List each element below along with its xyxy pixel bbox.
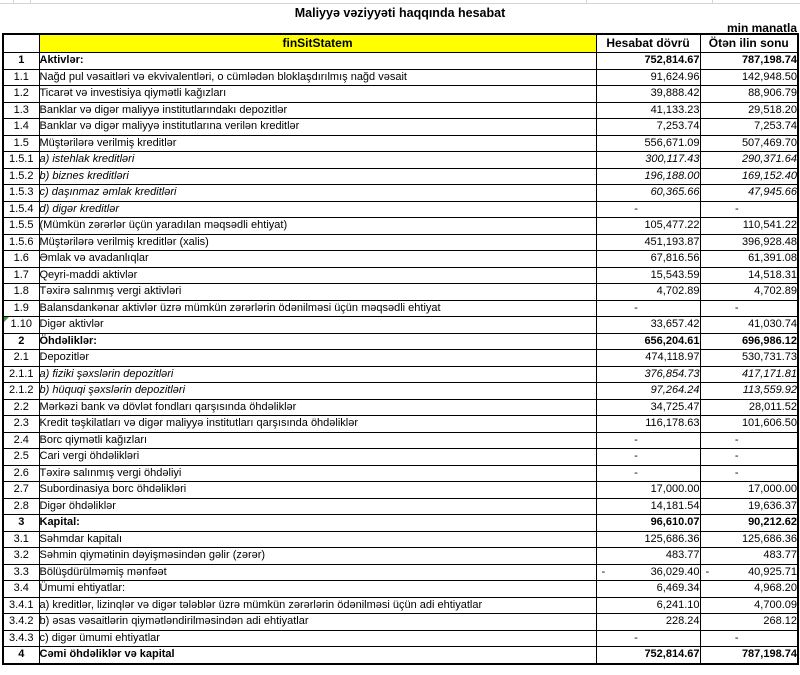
table-row — [3, 317, 798, 334]
table-row — [3, 201, 798, 218]
row-code-cell[interactable]: 1.10 — [3, 317, 39, 334]
gridline-tick — [712, 0, 713, 3]
row-code-cell[interactable]: 1.5.6 — [3, 234, 39, 251]
table-row — [3, 218, 798, 235]
table-body — [3, 53, 798, 664]
value-previous-period-cell[interactable]: - — [700, 300, 798, 317]
table-row — [3, 152, 798, 169]
report-title: Maliyyə vəziyyəti haqqında hesabat — [294, 6, 506, 20]
value-current-period-cell[interactable]: 91,624.96 — [596, 69, 700, 86]
row-label-cell[interactable]: Banklar və digər maliyyə institutlarına verilən kreditlər — [39, 119, 596, 136]
row-code-cell[interactable]: 3.4.1 — [3, 597, 39, 614]
row-label-cell[interactable]: Borc qiymətli kağızları — [39, 432, 596, 449]
row-code-cell[interactable]: 1.5 — [3, 135, 39, 152]
row-label-cell[interactable]: a) fiziki şəxslərin depozitləri — [39, 366, 596, 383]
value-previous-period-cell[interactable]: 483.77 — [700, 548, 798, 565]
value-previous-period-cell[interactable]: 14,518.31 — [700, 267, 798, 284]
table-row — [3, 53, 798, 70]
table-row — [3, 251, 798, 268]
value-previous-period-cell[interactable]: 19,636.37 — [700, 498, 798, 515]
value-current-period-cell[interactable]: 6,469.34 — [596, 581, 700, 598]
row-label-cell[interactable]: Təxirə salınmış vergi öhdəliyi — [39, 465, 596, 482]
row-code-cell[interactable]: 3 — [3, 515, 39, 532]
table-row — [3, 449, 798, 466]
table-row — [3, 564, 798, 581]
value-previous-period-cell[interactable]: - — [700, 465, 798, 482]
row-label-cell[interactable]: c) digər ümumi ehtiyatlar — [39, 630, 596, 647]
value-previous-period-cell[interactable]: 125,686.36 — [700, 531, 798, 548]
row-code-cell[interactable]: 1.7 — [3, 267, 39, 284]
row-label-cell[interactable]: Aktivlər: — [39, 53, 596, 70]
row-label-cell[interactable]: Cəmi öhdəliklər və kapital — [39, 647, 596, 664]
value-previous-period-cell[interactable]: 787,198.74 — [700, 647, 798, 664]
row-code-cell[interactable]: 1.4 — [3, 119, 39, 136]
table-row — [3, 168, 798, 185]
table-row — [3, 135, 798, 152]
row-code-cell[interactable]: 2.6 — [3, 465, 39, 482]
row-label-cell[interactable]: Digər öhdəliklər — [39, 498, 596, 515]
value-previous-period-cell[interactable]: 268.12 — [700, 614, 798, 631]
value-previous-period-cell[interactable]: 4,702.89 — [700, 284, 798, 301]
value-previous-period-cell[interactable]: - — [700, 432, 798, 449]
row-code-cell[interactable]: 1.5.2 — [3, 168, 39, 185]
value-current-period-cell[interactable]: 17,000.00 — [596, 482, 700, 499]
row-label-cell[interactable]: b) əsas vəsaitlərin qiymətləndirilməsindən adi ehtiyatlar — [39, 614, 596, 631]
table-row — [3, 531, 798, 548]
table-row — [3, 581, 798, 598]
row-label-cell[interactable]: Ticarət və investisiya qiymətli kağızları — [39, 86, 596, 103]
value-current-period-cell[interactable]: 300,117.43 — [596, 152, 700, 169]
value-previous-period-cell[interactable]: 4,700.09 — [700, 597, 798, 614]
table-row — [3, 416, 798, 433]
row-label-cell[interactable]: Mərkəzi bank və dövlət fondları qarşısında öhdəliklər — [39, 399, 596, 416]
value-current-period-cell[interactable]: 41,133.23 — [596, 102, 700, 119]
value-previous-period-cell[interactable]: 142,948.50 — [700, 69, 798, 86]
header-current-period-cell[interactable]: Hesabat dövrü — [596, 34, 700, 53]
row-code-cell[interactable]: 3.1 — [3, 531, 39, 548]
row-code-cell[interactable]: 3.4.2 — [3, 614, 39, 631]
value-current-period-cell[interactable]: 196,188.00 — [596, 168, 700, 185]
row-code-cell[interactable]: 1.5.4 — [3, 201, 39, 218]
value-current-period-cell[interactable]: 39,888.42 — [596, 86, 700, 103]
value-previous-period-cell[interactable]: 507,469.70 — [700, 135, 798, 152]
table-row — [3, 300, 798, 317]
row-code-cell[interactable]: 1.1 — [3, 69, 39, 86]
row-code-cell[interactable]: 3.4 — [3, 581, 39, 598]
value-previous-period-cell[interactable]: 41,030.74 — [700, 317, 798, 334]
value-current-period-cell[interactable]: 376,854.73 — [596, 366, 700, 383]
value-current-period-cell[interactable]: 97,264.24 — [596, 383, 700, 400]
table-row — [3, 383, 798, 400]
value-previous-period-cell[interactable]: 17,000.00 — [700, 482, 798, 499]
value-previous-period-cell[interactable]: 290,371.64 — [700, 152, 798, 169]
table-row — [3, 647, 798, 664]
row-label-cell[interactable]: Digər aktivlər — [39, 317, 596, 334]
row-label-cell[interactable]: b) hüquqi şəxslərin depozitləri — [39, 383, 596, 400]
row-label-cell[interactable]: Öhdəliklər: — [39, 333, 596, 350]
value-current-period-cell[interactable]: 33,657.42 — [596, 317, 700, 334]
value-current-period-cell[interactable]: 556,671.09 — [596, 135, 700, 152]
value-previous-period-cell[interactable]: 696,986.12 — [700, 333, 798, 350]
row-code-cell[interactable]: 4 — [3, 647, 39, 664]
table-row — [3, 614, 798, 631]
table-row — [3, 465, 798, 482]
table-row — [3, 333, 798, 350]
row-code-cell[interactable]: 2.1.2 — [3, 383, 39, 400]
row-label-cell[interactable]: Bölüşdürülməmiş mənfəət — [39, 564, 596, 581]
value-previous-period-cell[interactable]: 7,253.74 — [700, 119, 798, 136]
value-current-period-cell[interactable]: 752,814.67 — [596, 53, 700, 70]
table-row — [3, 630, 798, 647]
table-row — [3, 498, 798, 515]
value-current-period-cell[interactable]: - — [596, 449, 700, 466]
value-current-period-cell[interactable]: 474,118.97 — [596, 350, 700, 367]
row-code-cell[interactable]: 3.3 — [3, 564, 39, 581]
value-previous-period-cell[interactable]: - — [700, 201, 798, 218]
value-current-period-cell[interactable]: - 36,029.40 — [596, 564, 700, 581]
top-gridline — [0, 3, 800, 4]
row-label-cell[interactable]: a) istehlak kreditləri — [39, 152, 596, 169]
row-code-cell[interactable]: 1.5.5 — [3, 218, 39, 235]
table-row — [3, 284, 798, 301]
value-previous-period-cell[interactable]: - 40,925.71 — [700, 564, 798, 581]
value-previous-period-cell[interactable]: 113,559.92 — [700, 383, 798, 400]
value-previous-period-cell[interactable]: 90,212.62 — [700, 515, 798, 532]
table-row — [3, 185, 798, 202]
cell-error-marker-icon — [4, 317, 9, 322]
gridline-tick — [13, 0, 14, 3]
row-label-cell[interactable]: Cari vergi öhdəlikləri — [39, 449, 596, 466]
table-row — [3, 482, 798, 499]
row-label-cell[interactable]: Depozitlər — [39, 350, 596, 367]
value-current-period-cell[interactable]: - — [596, 432, 700, 449]
row-label-cell[interactable]: Nağd pul vəsaitləri və ekvivalentləri, o cümlədən bloklaşdırılmış nağd vəsait — [39, 69, 596, 86]
row-code-cell[interactable]: 3.4.3 — [3, 630, 39, 647]
row-label-cell[interactable]: Müştərilərə verilmiş kreditlər — [39, 135, 596, 152]
table-row — [3, 515, 798, 532]
value-previous-period-cell[interactable]: 787,198.74 — [700, 53, 798, 70]
gridline-tick — [586, 0, 587, 3]
table-row — [3, 432, 798, 449]
row-label-cell[interactable]: Balansdankənar aktivlər üzrə mümkün zərərlərin ödənilməsi üçün məqsədli ehtiyat — [39, 300, 596, 317]
row-code-cell[interactable]: 2.1 — [3, 350, 39, 367]
value-previous-period-cell[interactable]: 110,541.22 — [700, 218, 798, 235]
value-current-period-cell[interactable]: 34,725.47 — [596, 399, 700, 416]
row-label-cell[interactable]: Banklar və digər maliyyə institutlarındakı depozitlər — [39, 102, 596, 119]
value-current-period-cell[interactable]: - — [596, 201, 700, 218]
value-current-period-cell[interactable]: 7,253.74 — [596, 119, 700, 136]
row-code-cell[interactable]: 2.2 — [3, 399, 39, 416]
value-current-period-cell[interactable]: - — [596, 465, 700, 482]
value-current-period-cell[interactable]: 96,610.07 — [596, 515, 700, 532]
row-code-cell[interactable]: 1.2 — [3, 86, 39, 103]
row-code-cell[interactable]: 1.9 — [3, 300, 39, 317]
table-row — [3, 350, 798, 367]
row-label-cell[interactable]: (Mümkün zərərlər üçün yaradılan məqsədli ehtiyat) — [39, 218, 596, 235]
table-row — [3, 597, 798, 614]
value-current-period-cell[interactable]: 451,193.87 — [596, 234, 700, 251]
row-code-cell[interactable]: 2.5 — [3, 449, 39, 466]
value-current-period-cell[interactable]: 4,702.89 — [596, 284, 700, 301]
value-previous-period-cell[interactable]: 61,391.08 — [700, 251, 798, 268]
row-label-cell[interactable]: Əmlak və avadanlıqlar — [39, 251, 596, 268]
value-current-period-cell[interactable]: 60,365.66 — [596, 185, 700, 202]
row-label-cell[interactable]: a) kreditlər, lizinqlər və digər tələblər üzrə mümkün zərərlərin ödənilməsi üçün adi ehtiyatlar — [39, 597, 596, 614]
row-label-cell[interactable]: Kredit təşkilatları və digər maliyyə institutları qarşısında öhdəliklər — [39, 416, 596, 433]
value-previous-period-cell[interactable]: 29,518.20 — [700, 102, 798, 119]
gridline-tick — [30, 0, 31, 3]
value-previous-period-cell[interactable]: 4,968.20 — [700, 581, 798, 598]
value-previous-period-cell[interactable]: 101,606.50 — [700, 416, 798, 433]
table-row — [3, 234, 798, 251]
row-label-cell[interactable]: c) daşınmaz əmlak kreditləri — [39, 185, 596, 202]
row-code-cell[interactable]: 1.5.3 — [3, 185, 39, 202]
table-row — [3, 102, 798, 119]
value-current-period-cell[interactable]: 15,543.59 — [596, 267, 700, 284]
value-current-period-cell[interactable]: 656,204.61 — [596, 333, 700, 350]
row-code-cell[interactable]: 1 — [3, 53, 39, 70]
header-code-cell[interactable] — [3, 34, 39, 53]
value-previous-period-cell[interactable]: 417,171.81 — [700, 366, 798, 383]
value-current-period-cell[interactable]: 6,241.10 — [596, 597, 700, 614]
row-code-cell[interactable]: 2.8 — [3, 498, 39, 515]
value-previous-period-cell[interactable]: 396,928.48 — [700, 234, 798, 251]
value-previous-period-cell[interactable]: 28,011.52 — [700, 399, 798, 416]
value-current-period-cell[interactable]: 125,686.36 — [596, 531, 700, 548]
table-row — [3, 86, 798, 103]
row-label-cell[interactable]: Müştərilərə verilmiş kreditlər (xalis) — [39, 234, 596, 251]
value-previous-period-cell[interactable]: - — [700, 630, 798, 647]
value-current-period-cell[interactable]: 228.24 — [596, 614, 700, 631]
row-label-cell[interactable]: Təxirə salınmış vergi aktivləri — [39, 284, 596, 301]
header-previous-period-cell[interactable]: Ötən ilin sonu — [700, 34, 798, 53]
row-code-cell[interactable]: 2.7 — [3, 482, 39, 499]
value-current-period-cell[interactable]: 67,816.56 — [596, 251, 700, 268]
value-current-period-cell[interactable]: - — [596, 630, 700, 647]
row-label-cell[interactable]: d) digər kreditlər — [39, 201, 596, 218]
row-label-cell[interactable]: b) biznes kreditləri — [39, 168, 596, 185]
unit-note: min manatla — [726, 21, 797, 35]
value-previous-period-cell[interactable]: 88,906.79 — [700, 86, 798, 103]
value-previous-period-cell[interactable]: 169,152.40 — [700, 168, 798, 185]
table-row — [3, 69, 798, 86]
row-label-cell[interactable]: Kapital: — [39, 515, 596, 532]
row-code-cell[interactable]: 1.5.1 — [3, 152, 39, 169]
row-code-cell[interactable]: 2 — [3, 333, 39, 350]
row-label-cell[interactable]: Səhmdar kapitalı — [39, 531, 596, 548]
row-code-cell[interactable]: 2.3 — [3, 416, 39, 433]
row-code-cell[interactable]: 1.6 — [3, 251, 39, 268]
row-label-cell[interactable]: Qeyri-maddi aktivlər — [39, 267, 596, 284]
value-current-period-cell[interactable]: 116,178.63 — [596, 416, 700, 433]
value-previous-period-cell[interactable]: - — [700, 449, 798, 466]
value-current-period-cell[interactable]: 105,477.22 — [596, 218, 700, 235]
table-row — [3, 366, 798, 383]
header-name-cell[interactable]: finSitStatem — [39, 34, 596, 53]
row-label-cell[interactable]: Ümumi ehtiyatlar: — [39, 581, 596, 598]
row-code-cell[interactable]: 1.8 — [3, 284, 39, 301]
value-current-period-cell[interactable]: 483.77 — [596, 548, 700, 565]
row-code-cell[interactable]: 3.2 — [3, 548, 39, 565]
table-row — [3, 119, 798, 136]
value-current-period-cell[interactable]: 14,181.54 — [596, 498, 700, 515]
value-previous-period-cell[interactable]: 530,731.73 — [700, 350, 798, 367]
header-row — [3, 34, 798, 53]
value-current-period-cell[interactable]: - — [596, 300, 700, 317]
row-label-cell[interactable]: Subordinasiya borc öhdəlikləri — [39, 482, 596, 499]
row-code-cell[interactable]: 2.4 — [3, 432, 39, 449]
table-row — [3, 548, 798, 565]
financial-statement-table — [2, 33, 799, 665]
table-row — [3, 267, 798, 284]
row-label-cell[interactable]: Səhmin qiymətinin dəyişməsindən gəlir (zərər) — [39, 548, 596, 565]
row-code-cell[interactable]: 2.1.1 — [3, 366, 39, 383]
value-previous-period-cell[interactable]: 47,945.66 — [700, 185, 798, 202]
table-row — [3, 399, 798, 416]
value-current-period-cell[interactable]: 752,814.67 — [596, 647, 700, 664]
row-code-cell[interactable]: 1.3 — [3, 102, 39, 119]
